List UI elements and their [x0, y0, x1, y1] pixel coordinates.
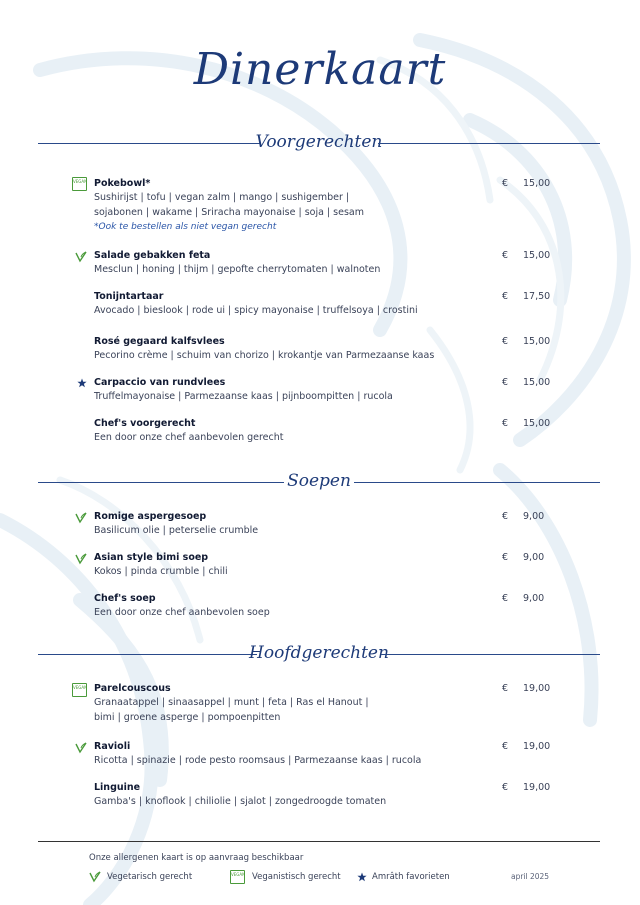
- menu-item-ravioli: [94, 740, 514, 769]
- item-description: Ricotta | spinazie | rode pesto roomsaus | Parmezaanse kaas | rucola: [94, 755, 422, 766]
- section-title-soups: Soepen: [287, 471, 351, 491]
- vegan-badge-icon: VEGAN: [230, 870, 245, 884]
- item-name: Asian style bimi soep: [94, 552, 209, 563]
- vegetarian-leaf-icon: [75, 742, 87, 754]
- item-name: Chef's voorgerecht: [94, 418, 196, 429]
- menu-item-bimi-soep: [94, 551, 514, 580]
- menu-item-aspergesoep: [94, 510, 514, 539]
- section-header-soups: [38, 471, 600, 495]
- item-name: Romige aspergesoep: [94, 511, 207, 522]
- section-title-mains: Hoofdgerechten: [249, 643, 389, 663]
- legend-vegan: Veganistisch gerecht: [252, 872, 341, 882]
- favorite-star-icon: [77, 378, 87, 388]
- item-name: Tonijntartaar: [94, 291, 164, 302]
- item-name: Salade gebakken feta: [94, 250, 211, 261]
- menu-item-salade-feta: [94, 249, 514, 278]
- item-description: Een door onze chef aanbevolen soep: [94, 607, 270, 618]
- item-description: Pecorino crème | schuim van chorizo | krokantje van Parmezaanse kaas: [94, 350, 435, 361]
- vegetarian-leaf-icon: [89, 871, 101, 883]
- menu-item-chefs-soep: [94, 592, 514, 621]
- item-description: Een door onze chef aanbevolen gerecht: [94, 432, 284, 443]
- menu-item-tonijntartaar: [94, 290, 514, 319]
- vegan-badge-icon: VEGAN: [72, 177, 87, 191]
- menu-date: april 2025: [511, 872, 550, 881]
- item-name: Rosé gegaard kalfsvlees: [94, 336, 225, 347]
- item-name: Ravioli: [94, 741, 131, 752]
- section-divider-right: [378, 143, 600, 144]
- vegan-badge-icon: VEGAN: [72, 683, 87, 697]
- menu-item-chefs-voorgerecht: [94, 417, 514, 446]
- item-description: Sushirijst | tofu | vegan zalm | mango | sushigember |: [94, 192, 350, 203]
- menu-title: Dinerkaart: [193, 44, 447, 95]
- menu-item-pokebowl: [94, 177, 514, 234]
- item-description: bimi | groene asperge | pompoenpitten: [94, 711, 281, 723]
- item-description: Basilicum olie | peterselie crumble: [94, 525, 259, 536]
- item-description: Kokos | pinda crumble | chili: [94, 566, 228, 577]
- vegetarian-leaf-icon: [75, 553, 87, 565]
- item-description: Truffelmayonaise | Parmezaanse kaas | pijnboompitten | rucola: [94, 391, 393, 402]
- item-description: Avocado | bieslook | rode ui | spicy mayonaise | truffelsoya | crostini: [94, 305, 418, 316]
- footer-divider: [38, 841, 600, 842]
- item-note: *Ook te bestellen als niet vegan gerecht: [94, 222, 277, 232]
- allergen-note: Onze allergenen kaart is op aanvraag beschikbaar: [89, 853, 304, 863]
- legend-vegetarian: Vegetarisch gerecht: [107, 872, 193, 882]
- section-title-starters: Voorgerechten: [255, 132, 383, 152]
- menu-item-linguine: [94, 781, 514, 810]
- favorite-star-icon: [357, 872, 367, 882]
- menu-item-kalfsvlees: [94, 335, 514, 364]
- section-divider-right: [381, 654, 600, 655]
- item-name: Pokebowl*: [94, 178, 151, 189]
- item-name: Linguine: [94, 782, 141, 793]
- item-name: Carpaccio van rundvlees: [94, 377, 226, 388]
- item-description: sojabonen | wakame | Sriracha mayonaise | soja | sesam: [94, 206, 364, 218]
- vegetarian-leaf-icon: [75, 512, 87, 524]
- item-description: Gamba's | knoflook | chiliolie | sjalot | zongedroogde tomaten: [94, 796, 387, 807]
- section-divider-right: [354, 482, 600, 483]
- menu-item-carpaccio: [94, 376, 514, 405]
- menu-item-parelcouscous: [94, 682, 514, 725]
- vegetarian-leaf-icon: [75, 251, 87, 263]
- legend-favorite: Amrâth favorieten: [372, 872, 450, 882]
- item-description: Mesclun | honing | thijm | gepofte cherrytomaten | walnoten: [94, 264, 381, 275]
- item-name: Parelcouscous: [94, 683, 171, 694]
- item-description: Granaatappel | sinaasappel | munt | feta | Ras el Hanout |: [94, 697, 369, 708]
- section-header-starters: [38, 132, 600, 156]
- item-name: Chef's soep: [94, 593, 156, 604]
- section-header-mains: [38, 643, 600, 667]
- menu-page: Dinerkaart Voorgerechten VEGAN Pokebowl* Sushirijst | tofu | vegan zalm | mango | sushigember | sojabonen | wakame | Sriracha mayonaise | soja | sesam *Ook te bestellen als niet vegan gerecht € 15,00 Salade gebakken feta Mesclun | honing | thijm | gepofte cherrytomaten | walnoten € 15,00 Tonijntartaar Avocado | bieslook | rode ui | spicy mayonaise | truffelsoya | crostini € 17,50 Rosé gegaard kalfsvlees Pecorino crème | schuim van chorizo | krokantje van Parmezaanse kaas € 15,00 Carpaccio van rundvlees Truffelmayonaise | Parmezaanse kaas | pijnboompitten | rucola € 15,00 Chef's voorgerecht Een door onze chef aanbevolen gerecht € 15,00 Soepen Romige aspergesoep Basilicum olie | peterselie crumble € 9,00 Asian style bimi soep Kokos | pinda crumble | chili € 9,00 Chef's soep Een door onze chef aanbevolen soep € 9,00 Hoofdgerechten VEGAN Parelcouscous Granaatappel | sinaasappel | munt | feta | Ras el Hanout | bimi | groene asperge | pompoenpitten € 19,00 Ravioli Ricotta | spinazie | rode pesto roomsaus | Parmezaanse kaas | rucola € 19,00 Linguine Gamba's | knoflook | chiliolie | sjalot | zongedroogde tomaten € 19,00 Onze allergenen kaart is op aanvraag beschikbaar Vegetarisch gerecht VEGAN Veganistisch gerecht Amrâth favorieten april 2025: [0, 0, 640, 905]
